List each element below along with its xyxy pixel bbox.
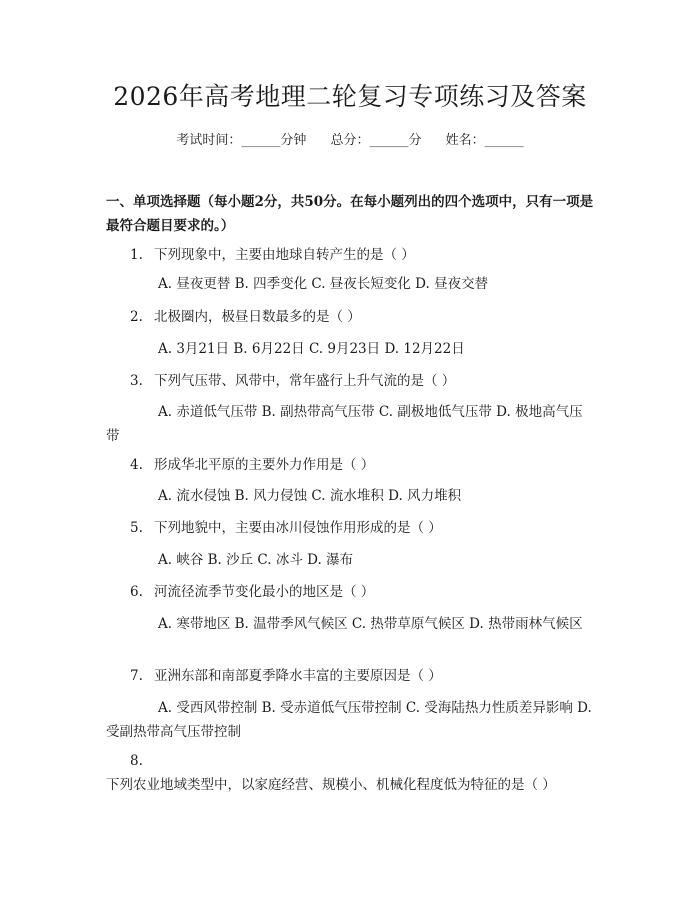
question-text: 下列现象中，主要由地球自转产生的是（ ） (154, 247, 415, 263)
total-score-field: 总分：______分 (330, 133, 422, 148)
question-6-options: A. 寒带地区 B. 温带季风气候区 C. 热带草原气候区 D. 热带雨林气候区 (158, 616, 583, 632)
section-heading: 一、单项选择题（每小题2分，共50分。在每小题列出的四个选项中，只有一项是最符合题目要求的。） (106, 194, 594, 234)
question-7 (106, 664, 601, 688)
question-number: 3. (130, 373, 143, 389)
question-3 (106, 369, 601, 393)
question-text: 下列地貌中，主要由冰川侵蚀作用形成的是（ ） (154, 520, 442, 536)
question-number: 4. (130, 457, 143, 473)
question-number: 2. (130, 309, 143, 325)
question-1-options: A. 昼夜更替 B. 四季变化 C. 昼夜长短变化 D. 昼夜交替 (158, 276, 489, 292)
question-2-options: A. 3月21日 B. 6月22日 C. 9月23日 D. 12月22日 (158, 341, 465, 357)
exam-info-line (0, 132, 700, 150)
question-7-options: A. 受西风带控制 B. 受赤道低气压带控制 C. 受海陆热力性质差异影响 D. 受副热带高气压带控制 (106, 700, 592, 740)
question-number: 6. (130, 584, 143, 600)
question-5-options: A. 峡谷 B. 沙丘 C. 冰斗 D. 瀑布 (158, 552, 354, 568)
question-8 (106, 749, 601, 797)
question-number: 8. (130, 753, 143, 769)
question-4 (106, 453, 601, 477)
question-3-options: A. 赤道低气压带 B. 副热带高气压带 C. 副极地低气压带 D. 极地高气压带 (106, 404, 583, 444)
question-text: 亚洲东部和南部夏季降水丰富的主要原因是（ ） (154, 668, 442, 684)
question-number: 7. (130, 668, 143, 684)
question-5 (106, 516, 601, 540)
exam-time-field: 考试时间：______分钟 (176, 133, 307, 148)
student-name-field: 姓名：______ (445, 133, 524, 148)
page-title: 2026年高考地理二轮复习专项练习及答案 (113, 82, 587, 111)
question-text: 形成华北平原的主要外力作用是（ ） (154, 457, 375, 473)
question-text: 下列农业地域类型中，以家庭经营、规模小、机械化程度低为特征的是（ ） (106, 777, 556, 793)
question-6 (106, 580, 601, 604)
question-2 (106, 305, 601, 329)
question-1 (106, 243, 601, 267)
question-number: 5. (130, 520, 143, 536)
question-text: 河流径流季节变化最小的地区是（ ） (154, 584, 375, 600)
question-number: 1. (130, 247, 143, 263)
question-text: 下列气压带、风带中，常年盛行上升气流的是（ ） (154, 373, 456, 389)
question-text: 北极圈内，极昼日数最多的是（ ） (154, 309, 361, 325)
question-4-options: A. 流水侵蚀 B. 风力侵蚀 C. 流水堆积 D. 风力堆积 (158, 488, 462, 504)
